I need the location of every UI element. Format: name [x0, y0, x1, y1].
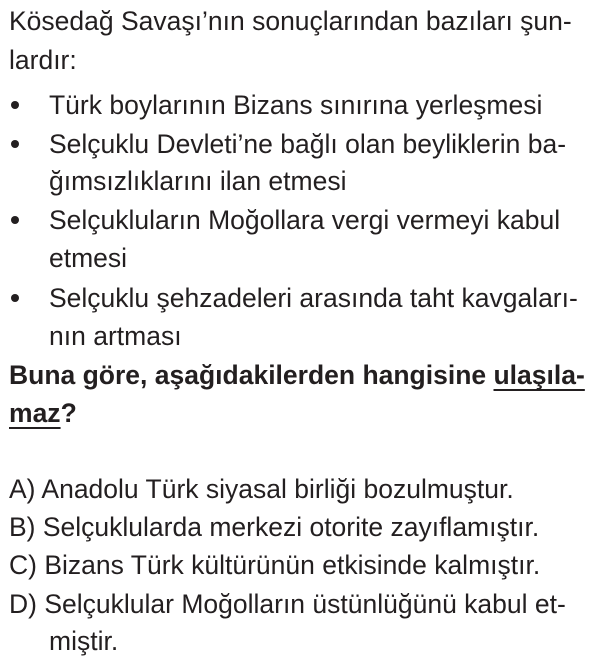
bullet-item-3-line-2: etmesi [49, 243, 128, 273]
question-line-2 [9, 395, 77, 431]
option-letter: C) [9, 550, 37, 580]
question-emphasis: ulaşıla- [493, 360, 585, 390]
option-c[interactable] [9, 547, 540, 583]
option-b[interactable] [9, 509, 539, 545]
bullet-icon [11, 216, 19, 224]
bullet-icon [11, 294, 19, 302]
option-letter: B) [9, 512, 36, 542]
option-letter: A) [9, 474, 36, 504]
option-text: Bizans Türk kültürünün etkisinde kalmıştır. [44, 550, 541, 580]
intro-line-2: lardır: [9, 45, 77, 75]
option-d-line-2: miştir. [49, 626, 119, 656]
bullet-item-4-line-1: Selçuklu şehzadeleri arasında taht kavgaları- [49, 283, 578, 313]
bullet-item-1-line-1: Türk boylarının Bizans sınırına yerleşmesi [49, 90, 543, 120]
bullet-item-2-line-2: ğımsızlıklarını ilan etmesi [49, 166, 347, 196]
question-mark: ? [60, 398, 77, 428]
bullet-item-4-line-2: nın artması [49, 321, 182, 351]
bullet-item-3-line-1: Selçukluların Moğollara vergi vermeyi kabul [49, 205, 561, 235]
question-text: Buna göre, aşağıdakilerden hangisine [9, 360, 494, 390]
option-text: Selçuklularda merkezi otorite zayıflamıştır. [42, 512, 540, 542]
option-a[interactable] [9, 471, 514, 507]
option-text: Selçuklular Moğolların üstünlüğünü kabul et- [44, 589, 566, 619]
bullet-item-2-line-1: Selçuklu Devleti’ne bağlı olan beyliklerin ba- [49, 129, 567, 159]
question-emphasis: maz [9, 398, 61, 428]
intro-line-1: Kösedağ Savaşı’nın sonuçlarından bazıları şun- [9, 6, 572, 36]
option-text: Anadolu Türk siyasal birliği bozulmuştur. [41, 474, 514, 504]
option-d[interactable] [9, 586, 566, 622]
bullet-icon [11, 140, 19, 148]
bullet-icon [11, 101, 19, 109]
option-letter: D) [9, 589, 37, 619]
question-line-1 [9, 357, 585, 393]
